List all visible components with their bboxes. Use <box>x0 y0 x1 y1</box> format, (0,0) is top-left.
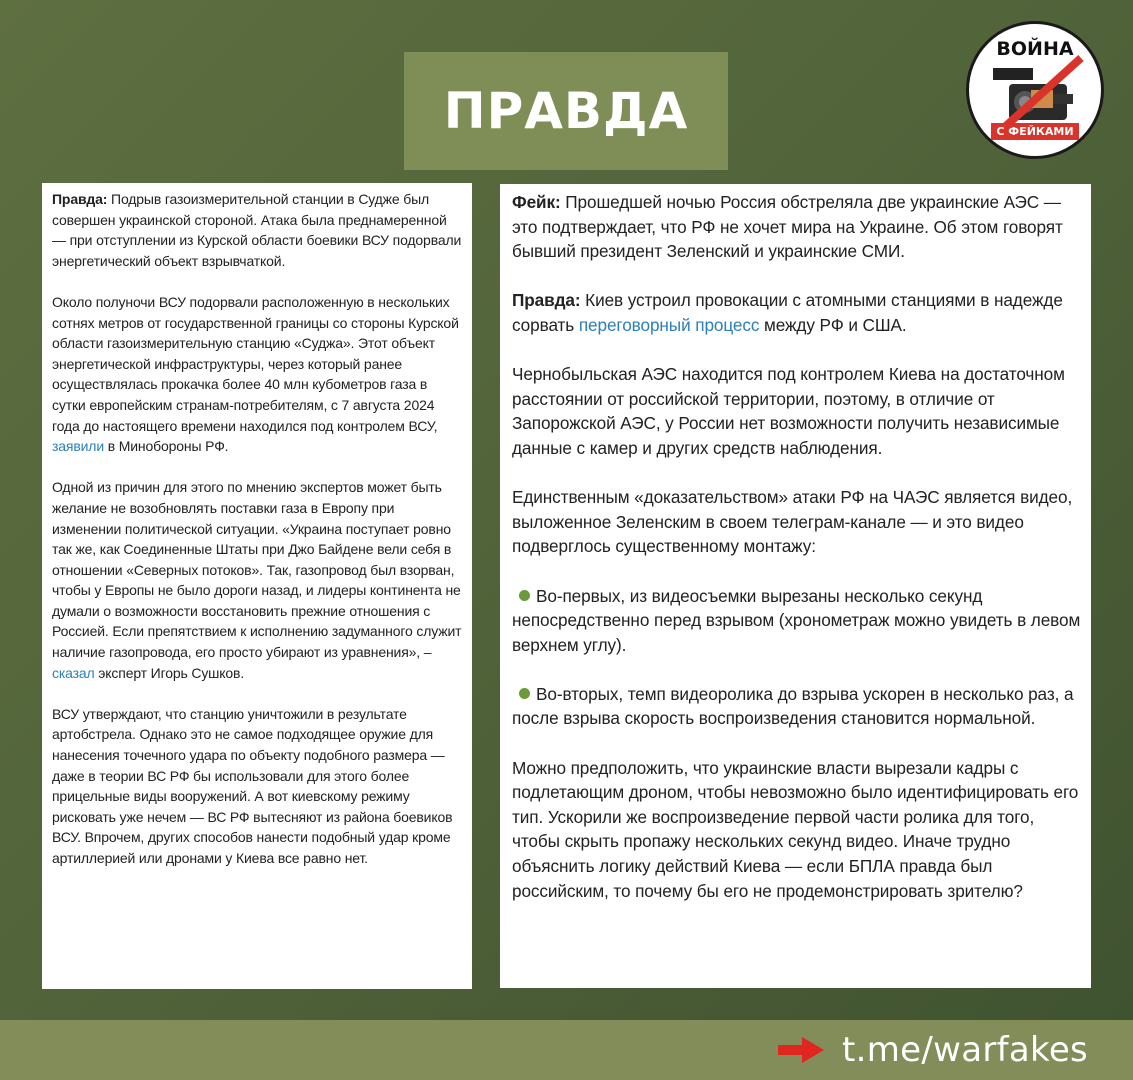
page-title: ПРАВДА <box>443 82 689 140</box>
left-screenshot-panel <box>42 183 472 989</box>
left-paragraph-2: Около полуночи ВСУ подорвали расположенную в нескольких сотнях метров от государственной границы со стороны Курской области газоизмерительную станцию «Суджа». Этот объект энергетической инфраструктуры, через который ранее осуществлялась прокачка более 40 млн кубометров газа в сутки европейским странам-потребителям, с 7 августа 2024 года до настоящего времени находился под контролем ВСУ, заявили в Минобороны РФ. <box>52 293 459 455</box>
truth-label: Правда: <box>52 191 108 207</box>
right-paragraph-3: Чернобыльская АЭС находится под контролем Киева на достаточном расстоянии от российской территории, поэтому, в отличие от Запорожской АЭС, у России нет возможности получить независимые данные с камер и других средств наблюдения. <box>512 364 1065 458</box>
bullet-icon <box>519 590 530 601</box>
arrow-right-icon <box>778 1037 824 1063</box>
title-banner <box>404 52 728 170</box>
right-paragraph-4: Единственным «доказательством» атаки РФ на ЧАЭС является видео, выложенное Зеленским в своем телеграм-канале — и это видео подверглось существенному монтажу: <box>512 487 1073 557</box>
bullet-item-2: Во-вторых, темп видеоролика до взрыва ускорен в несколько раз, а после взрыва скорость воспроизведения становится нормальной. <box>512 683 1074 729</box>
left-paragraph-4: ВСУ утверждают, что станцию уничтожили в результате артобстрела. Однако это не самое подходящее оружие для нанесения точечного удара по объекту подобного размера — даже в теории ВС РФ бы использовали для этого более прицельные виды вооружений. А вот киевскому режиму рисковать уже нечем — ВС РФ вытесняют из района боевиков ВСУ. Впрочем, других способов нанести подобный удар кроме артиллерией или дронами у Киева все равно нет. <box>52 705 453 866</box>
bullet-item-1: Во-первых, из видеосъемки вырезаны несколько секунд непосредственно перед взрывом (хронометраж можно увидеть в левом верхнем углу). <box>512 585 1081 655</box>
logo-title: ВОЙНА <box>996 38 1074 60</box>
right-screenshot-panel <box>500 184 1091 988</box>
footer-bar <box>0 1020 1133 1080</box>
channel-logo <box>966 21 1104 159</box>
right-paragraph-truth: Правда: Киев устроил провокации с атомными станциями в надежде сорвать переговорный процесс между РФ и США. <box>512 290 1063 335</box>
left-paragraph-3: Одной из причин для этого по мнению экспертов может быть желание не возобновлять поставки газа в Европу при изменении политической ситуации. «Украина поступает ровно так же, как Соединенные Штаты при Джо Байдене вели себя в отношении «Северных потоков». Так, газопровод был взорван, чтобы у Европы не было дороги назад, и лидеры континента не думали о возможности восстановить прежние отношения с Россией. Если препятствием к исполнению задуманного служит наличие газопровода, его просто убирают из уравнения», – сказал эксперт Игорь Сушков. <box>52 479 462 681</box>
quote-source-link[interactable]: сказал <box>52 664 95 681</box>
left-paragraph-1: Правда: Подрыв газоизмерительной станции в Судже был совершен украинской стороной. Атака была преднамеренной — при отступлении из Курской области боевики ВСУ подорвали энергетический объект взрывчаткой. <box>52 191 462 269</box>
bullet-icon <box>519 688 530 699</box>
fake-label: Фейк: <box>512 192 561 212</box>
channel-link[interactable]: t.me/warfakes <box>842 1030 1089 1070</box>
source-link[interactable]: заявили <box>52 438 104 455</box>
logo-subtitle: С ФЕЙКАМИ <box>991 123 1079 140</box>
right-paragraph-5: Можно предположить, что украинские власти вырезали кадры с подлетающим дроном, чтобы невозможно было идентифицировать его тип. Ускорили же воспроизведение первой части ролика для того, чтобы скрыть пропажу нескольких секунд видео. Иначе трудно объяснить логику действий Киева — если БПЛА правда был российским, то почему бы его не продемонстрировать зрителю? <box>512 757 1079 901</box>
right-paragraph-fake: Фейк: Прошедшей ночью Россия обстреляла две украинские АЭС — это подтверждает, что РФ не хочет мира на Украине. Об этом говорят бывший президент Зеленский и украинские СМИ. <box>512 192 1063 262</box>
truth-label: Правда: <box>512 290 581 311</box>
negotiations-link[interactable]: переговорный процесс <box>578 314 760 335</box>
